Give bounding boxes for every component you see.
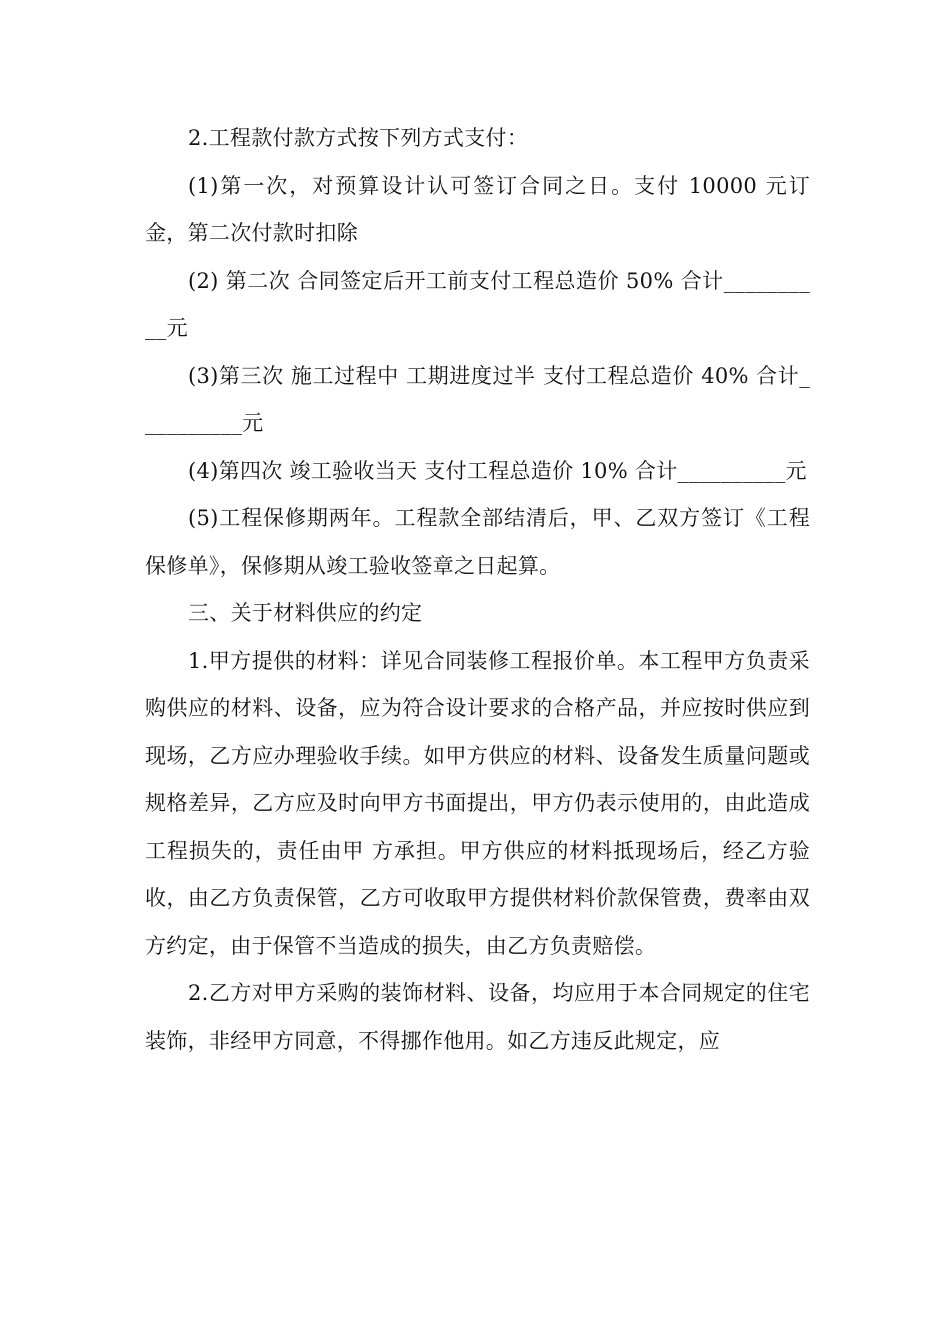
paragraph-payment-4: (4)第四次 竣工验收当天 支付工程总造价 10% 合计__________元 [188,458,807,483]
paragraph-material-1: 1.甲方提供的材料：详见合同装修工程报价单。本工程甲方负责采购供应的材料、设备，应为符合设计要求的合格产品，并应按时供应到 现场，乙方应办理验收手续。如甲方供应的材料、设备发生质量问题或规格差异，乙方应及时向甲方书面提出，甲方仍表示使用的，由此造成工程损失的，责任由甲 方承担。甲方供应的材料抵现场后，经乙方验收，由乙方负责保管，乙方可收取甲方提供材料价款保管费，费率由双方约定，由于保管不当造成的损失，由乙方负责赔偿。 [145,648,810,958]
section-heading-materials: 三、关于材料供应的约定 [188,601,423,625]
paragraph-payment-2: (2) 第二次 合同签定后开工前支付工程总造价 50% 合计__________元 [145,268,810,340]
paragraph-payment-1: (1)第一次，对预算设计认可签订合同之日。支付 10000 元订金，第二次付款时扣除 [145,173,810,245]
document-page [145,115,810,1065]
paragraph-payment-method: 2.工程款付款方式按下列方式支付： [188,126,529,150]
paragraph-payment-3: (3)第三次 施工过程中 工期进度过半 支付工程总造价 40% 合计__________元 [145,363,810,435]
paragraph-payment-5: (5)工程保修期两年。工程款全部结清后，甲、乙双方签订《工程保修单》，保修期从竣工验收签章之日起算。 [145,506,810,578]
paragraph-material-2: 2.乙方对甲方采购的装饰材料、设备，均应用于本合同规定的住宅装饰，非经甲方同意，不得挪作他用。如乙方违反此规定，应 [145,981,810,1053]
